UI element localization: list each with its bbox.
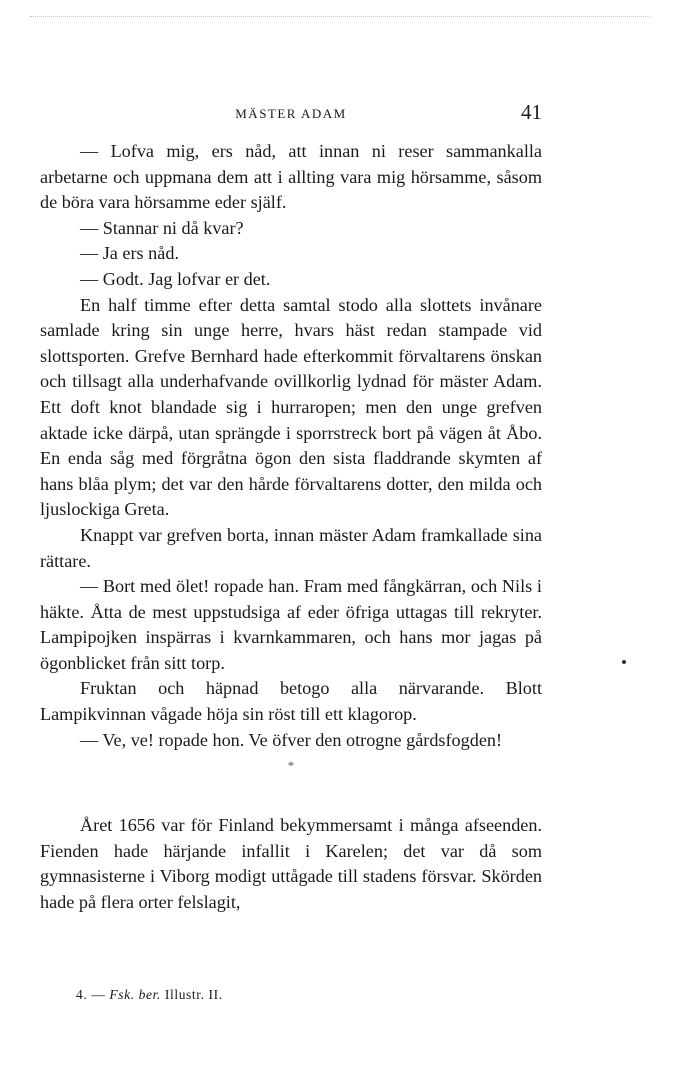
paragraph: Fruktan och häpnad betogo alla närvarande. Blott Lampikvinnan vågade höja sin röst till ett klagorop. <box>40 678 542 725</box>
running-title: MÄSTER ADAM <box>235 106 347 121</box>
paragraph: — Lofva mig, ers nåd, att innan ni reser sammankalla arbetarne och uppmana dem att i allting vara mig hörsamme, såsom de böra vara hörsamme eder själf. <box>40 141 542 213</box>
paragraph: Året 1656 var för Finland bekymmersamt i många afseenden. Fienden hade härjande infallit i Karelen; det var då som gymnasisterne i Viborg modigt uttågade till stadens försvar. Skörden hade på flera orter felslagit, <box>40 815 542 913</box>
paragraph: — Ja ers nåd. <box>80 243 179 264</box>
page-header <box>40 100 542 126</box>
paragraph: — Bort med ölet! ropade han. Fram med fångkärran, och Nils i häkte. Åtta de mest uppstudsiga af eder öfriga uttagas till rekryter. Lampipojken inspärras i kvarnkammaren, och hans mor jagas på ögonblicket från sitt torp. <box>40 576 542 673</box>
paragraph: — Ve, ve! ropade hon. Ve öfver den otrogne gårdsfogden! <box>80 729 503 750</box>
page-edge-dots <box>30 16 650 17</box>
body-text <box>40 139 542 916</box>
paragraph: Knappt var grefven borta, innan mäster Adam framkallade sina rättare. <box>40 524 542 571</box>
ink-speck <box>622 660 626 664</box>
paragraph: En half timme efter detta samtal stodo alla slottets invånare samlade kring sin unge herre, hvars häst redan stampade vid slottsporten. Grefve Bernhard hade efterkommit förvaltarens önskan och tillsagt alla underhafvande ovillkorlig lydnad för mäster Adam. Ett doft knot blandade sig i hurraropen; men den unge grefven aktade icke därpå, utan sprängde i sporrstreck bort på vägen åt Åbo. En enda såg med förgråtna ögon den sista fladdrande skymten af hans blåa plym; det var den hårde förvaltarens dotter, den milda och ljuslockiga Greta. <box>40 294 542 520</box>
signature-footer <box>76 987 223 1003</box>
paragraph: — Stannar ni då kvar? <box>80 217 244 238</box>
page-number: 41 <box>521 100 542 124</box>
section-separator: * <box>287 758 295 774</box>
paragraph: — Godt. Jag lofvar er det. <box>80 268 271 289</box>
volume-label: Illustr. II. <box>164 987 223 1002</box>
short-title: Fsk. ber. <box>109 987 161 1002</box>
signature-mark: 4. — <box>76 987 106 1002</box>
